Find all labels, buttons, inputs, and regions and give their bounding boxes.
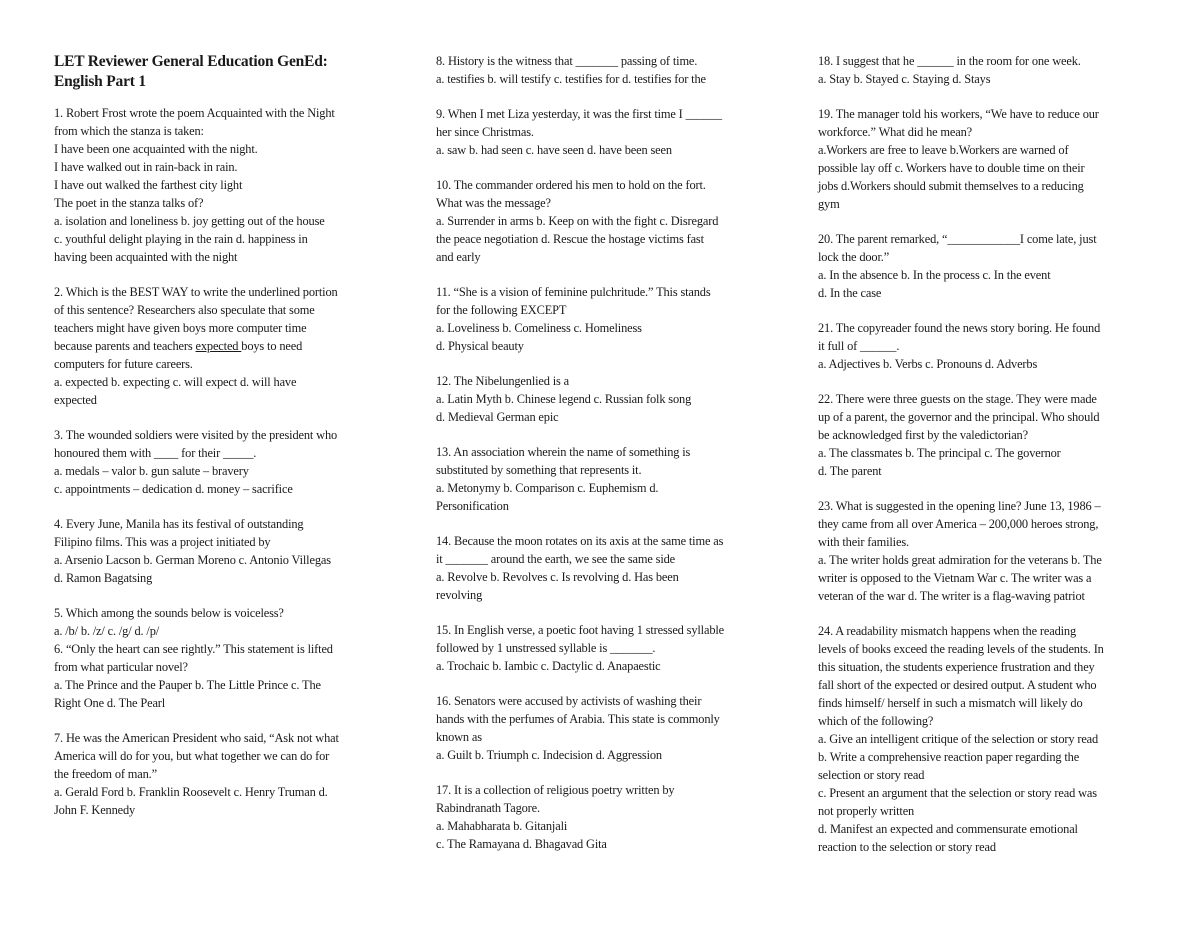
column-2 bbox=[436, 52, 766, 870]
question-5 bbox=[54, 604, 382, 640]
question-line: a. Revolve b. Revolves c. Is revolving d. Has been bbox=[436, 570, 679, 584]
question-line: 16. Senators were accused by activists of washing their bbox=[436, 694, 702, 708]
question-line: the peace negotiation d. Rescue the hostage victims fast bbox=[436, 232, 704, 246]
question-line: levels of books exceed the reading levels of the students. In bbox=[818, 642, 1104, 656]
question-line: b. Write a comprehensive reaction paper regarding the bbox=[818, 750, 1080, 764]
question-line: which of the following? bbox=[818, 714, 934, 728]
question-17 bbox=[436, 781, 766, 853]
question-line: the freedom of man.” bbox=[54, 767, 157, 781]
question-line: her since Christmas. bbox=[436, 125, 534, 139]
question-line: computers for future careers. bbox=[54, 357, 193, 371]
question-line: writer is opposed to the Vietnam War c. The writer was a bbox=[818, 571, 1092, 585]
question-line: a. The classmates b. The principal c. The governor bbox=[818, 446, 1061, 460]
question-line: jobs d.Workers should submit themselves to a reducing bbox=[818, 179, 1084, 193]
question-line: Right One d. The Pearl bbox=[54, 696, 166, 710]
question-line: 23. What is suggested in the opening line? June 13, 1986 – bbox=[818, 499, 1101, 513]
question-line: 22. There were three guests on the stage. They were made bbox=[818, 392, 1097, 406]
question-line: teachers might have given boys more computer time bbox=[54, 321, 307, 335]
question-line: a. expected b. expecting c. will expect d. will have bbox=[54, 375, 297, 389]
question-line: 15. In English verse, a poetic foot having 1 stressed syllable bbox=[436, 623, 725, 637]
question-8 bbox=[436, 52, 766, 88]
question-16 bbox=[436, 692, 766, 764]
question-line: a. The Prince and the Pauper b. The Little Prince c. The bbox=[54, 678, 321, 692]
question-line: John F. Kennedy bbox=[54, 803, 136, 817]
question-line: a. /b/ b. /z/ c. /g/ d. /p/ bbox=[54, 624, 160, 638]
question-10 bbox=[436, 176, 766, 266]
question-line: be acknowledged first by the valedictorian? bbox=[818, 428, 1028, 442]
question-line: 1. Robert Frost wrote the poem Acquainted with the Night bbox=[54, 106, 335, 120]
question-line: I have been one acquainted with the night. bbox=[54, 142, 258, 156]
question-line: 13. An association wherein the name of something is bbox=[436, 445, 691, 459]
question-line: d. Manifest an expected and commensurate emotional bbox=[818, 822, 1078, 836]
question-line: a. Trochaic b. Iambic c. Dactylic d. Anapaestic bbox=[436, 659, 661, 673]
question-line: America will do for you, but what together we can do for bbox=[54, 749, 330, 763]
question-line: known as bbox=[436, 730, 482, 744]
question-line: 8. History is the witness that _______ passing of time. bbox=[436, 54, 698, 68]
question-line: a. Arsenio Lacson b. German Moreno c. Antonio Villegas bbox=[54, 553, 331, 567]
question-line: d. The parent bbox=[818, 464, 882, 478]
question-line: having been acquainted with the night bbox=[54, 250, 238, 264]
question-line-underlined bbox=[54, 337, 382, 355]
question-22 bbox=[818, 390, 1148, 480]
question-line: I have walked out in rain-back in rain. bbox=[54, 160, 238, 174]
question-line: 4. Every June, Manila has its festival of outstanding bbox=[54, 517, 304, 531]
question-line: a. medals – valor b. gun salute – bravery bbox=[54, 464, 249, 478]
question-line: a. isolation and loneliness b. joy getting out of the house bbox=[54, 214, 325, 228]
question-line: 14. Because the moon rotates on its axis at the same time as bbox=[436, 534, 724, 548]
question-line: a.Workers are free to leave b.Workers are warned of bbox=[818, 143, 1069, 157]
text-segment: because parents and teachers bbox=[54, 339, 196, 353]
question-7 bbox=[54, 729, 382, 819]
question-9 bbox=[436, 105, 766, 159]
question-line: 19. The manager told his workers, “We have to reduce our bbox=[818, 107, 1099, 121]
question-line: up of a parent, the governor and the principal. Who should bbox=[818, 410, 1100, 424]
question-line: 11. “She is a vision of feminine pulchritude.” This stands bbox=[436, 285, 711, 299]
question-line: d. In the case bbox=[818, 286, 882, 300]
question-line: 9. When I met Liza yesterday, it was the first time I ______ bbox=[436, 107, 722, 121]
question-line: a. Guilt b. Triumph c. Indecision d. Aggression bbox=[436, 748, 662, 762]
question-line: a. Give an intelligent critique of the selection or story read bbox=[818, 732, 1099, 746]
question-line: selection or story read bbox=[818, 768, 925, 782]
question-line: a. In the absence b. In the process c. In the event bbox=[818, 268, 1051, 282]
underlined-portion: expected bbox=[195, 339, 242, 353]
question-20 bbox=[818, 230, 1148, 302]
question-line: honoured them with ____ for their _____. bbox=[54, 446, 257, 460]
question-line: they came from all over America – 200,000 heroes strong, bbox=[818, 517, 1099, 531]
question-line: c. The Ramayana d. Bhagavad Gita bbox=[436, 837, 607, 851]
question-line: What was the message? bbox=[436, 196, 551, 210]
question-line: 2. Which is the BEST WAY to write the underlined portion bbox=[54, 285, 338, 299]
question-line: Rabindranath Tagore. bbox=[436, 801, 540, 815]
question-line: not properly written bbox=[818, 804, 915, 818]
question-4 bbox=[54, 515, 382, 587]
question-line: 18. I suggest that he ______ in the room for one week. bbox=[818, 54, 1081, 68]
question-line: a. Stay b. Stayed c. Staying d. Stays bbox=[818, 72, 991, 86]
question-line: with their families. bbox=[818, 535, 909, 549]
question-line: 3. The wounded soldiers were visited by the president who bbox=[54, 428, 338, 442]
question-line: 6. “Only the heart can see rightly.” This statement is lifted bbox=[54, 642, 333, 656]
question-line: gym bbox=[818, 197, 840, 211]
question-line: a. Loveliness b. Comeliness c. Homeliness bbox=[436, 321, 642, 335]
question-line: I have out walked the farthest city light bbox=[54, 178, 243, 192]
question-line: this situation, the students experience frustration and they bbox=[818, 660, 1095, 674]
question-line: revolving bbox=[436, 588, 483, 602]
question-24 bbox=[818, 622, 1148, 856]
question-line: and early bbox=[436, 250, 481, 264]
question-line: 24. A readability mismatch happens when the reading bbox=[818, 624, 1076, 638]
question-line: a. saw b. had seen c. have seen d. have been seen bbox=[436, 143, 672, 157]
question-line: 7. He was the American President who said, “Ask not what bbox=[54, 731, 339, 745]
question-line: expected bbox=[54, 393, 97, 407]
question-line: 5. Which among the sounds below is voiceless? bbox=[54, 606, 284, 620]
question-line: 20. The parent remarked, “____________I come late, just bbox=[818, 232, 1097, 246]
question-21 bbox=[818, 319, 1148, 373]
question-line: Filipino films. This was a project initiated by bbox=[54, 535, 271, 549]
question-line: reaction to the selection or story read bbox=[818, 840, 996, 854]
question-line: a. Mahabharata b. Gitanjali bbox=[436, 819, 568, 833]
question-line: d. Physical beauty bbox=[436, 339, 524, 353]
question-line: Personification bbox=[436, 499, 509, 513]
question-line: finds himself/ herself in such a mismatch will likely do bbox=[818, 696, 1083, 710]
question-line: 21. The copyreader found the news story boring. He found bbox=[818, 321, 1101, 335]
question-14 bbox=[436, 532, 766, 604]
question-line: possible lay off c. Workers have to double time on their bbox=[818, 161, 1085, 175]
question-6 bbox=[54, 640, 382, 712]
document-title bbox=[54, 52, 382, 92]
question-line: of this sentence? Researchers also speculate that some bbox=[54, 303, 315, 317]
question-line: lock the door.” bbox=[818, 250, 890, 264]
question-line: c. Present an argument that the selection or story read was bbox=[818, 786, 1097, 800]
column-1 bbox=[54, 52, 382, 836]
question-line: fall short of the expected or desired output. A student who bbox=[818, 678, 1097, 692]
question-line: a. Gerald Ford b. Franklin Roosevelt c. Henry Truman d. bbox=[54, 785, 328, 799]
question-line: hands with the perfumes of Arabia. This state is commonly bbox=[436, 712, 720, 726]
question-line: a. The writer holds great admiration for the veterans b. The bbox=[818, 553, 1102, 567]
question-line: a. Adjectives b. Verbs c. Pronouns d. Adverbs bbox=[818, 357, 1038, 371]
question-line: followed by 1 unstressed syllable is _______. bbox=[436, 641, 656, 655]
question-line: d. Medieval German epic bbox=[436, 410, 559, 424]
question-19 bbox=[818, 105, 1148, 213]
column-3 bbox=[818, 52, 1148, 873]
question-line: for the following EXCEPT bbox=[436, 303, 567, 317]
title-line: English Part 1 bbox=[54, 73, 146, 90]
question-13 bbox=[436, 443, 766, 515]
question-1 bbox=[54, 104, 382, 266]
question-line: The poet in the stanza talks of? bbox=[54, 196, 204, 210]
question-line: it _______ around the earth, we see the same side bbox=[436, 552, 676, 566]
title-line: LET Reviewer General Education GenEd: bbox=[54, 53, 328, 70]
question-line: a. Surrender in arms b. Keep on with the fight c. Disregard bbox=[436, 214, 719, 228]
question-line: substituted by something that represents it. bbox=[436, 463, 642, 477]
question-3 bbox=[54, 426, 382, 498]
question-line: d. Ramon Bagatsing bbox=[54, 571, 153, 585]
question-18 bbox=[818, 52, 1148, 88]
question-line: a. Latin Myth b. Chinese legend c. Russian folk song bbox=[436, 392, 692, 406]
question-line: a. Metonymy b. Comparison c. Euphemism d. bbox=[436, 481, 659, 495]
question-11 bbox=[436, 283, 766, 355]
question-line: it full of ______. bbox=[818, 339, 900, 353]
question-line: 10. The commander ordered his men to hold on the fort. bbox=[436, 178, 706, 192]
question-23 bbox=[818, 497, 1148, 605]
question-line: c. appointments – dedication d. money – sacrifice bbox=[54, 482, 293, 496]
question-12 bbox=[436, 372, 766, 426]
question-line: workforce.” What did he mean? bbox=[818, 125, 973, 139]
question-line: c. youthful delight playing in the rain d. happiness in bbox=[54, 232, 308, 246]
question-line: from what particular novel? bbox=[54, 660, 188, 674]
question-line: a. testifies b. will testify c. testifies for d. testifies for the bbox=[436, 72, 706, 86]
question-line: from which the stanza is taken: bbox=[54, 124, 204, 138]
text-segment: boys to need bbox=[241, 339, 303, 353]
question-line: 12. The Nibelungenlied is a bbox=[436, 374, 570, 388]
question-15 bbox=[436, 621, 766, 675]
question-line: 17. It is a collection of religious poetry written by bbox=[436, 783, 675, 797]
question-line: veteran of the war d. The writer is a flag-waving patriot bbox=[818, 589, 1085, 603]
question-2 bbox=[54, 283, 382, 409]
